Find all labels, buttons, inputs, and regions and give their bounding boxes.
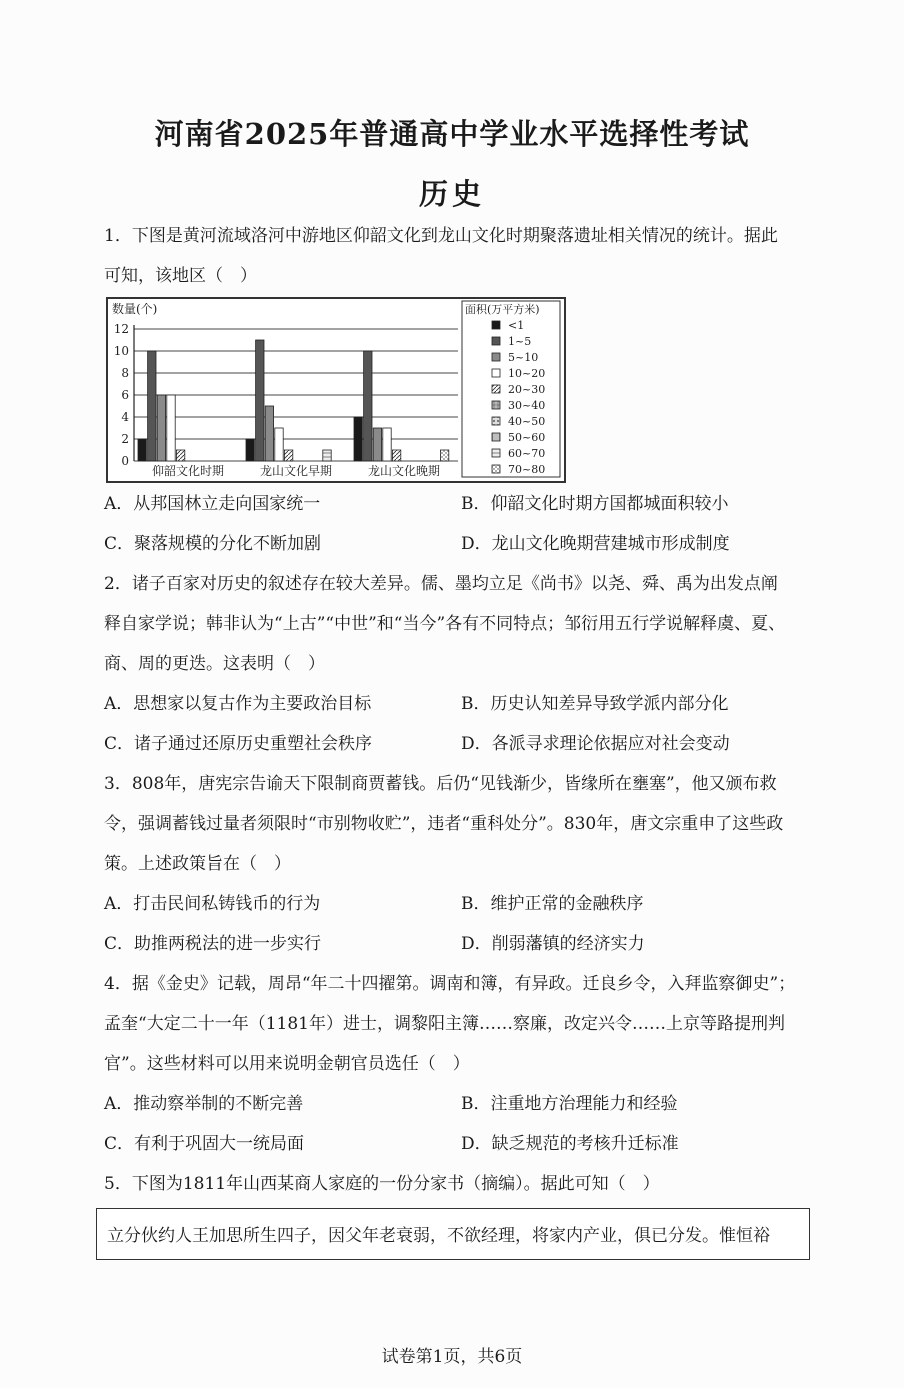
chart-legend-label: 1~5 — [508, 335, 532, 348]
chart-bar — [148, 351, 156, 461]
chart-bar — [167, 395, 175, 461]
q2-option-a[interactable]: A．思想家以复古作为主要政治目标 — [104, 694, 372, 714]
chart-legend-swatch — [492, 417, 500, 425]
q4-option-b[interactable]: B．注重地方治理能力和经验 — [461, 1094, 678, 1114]
chart-category-label: 龙山文化晚期 — [367, 464, 441, 478]
chart-ytick-label: 8 — [121, 366, 129, 380]
subject-title: 历史 — [418, 177, 485, 211]
chart-category-label: 仰韶文化时期 — [151, 464, 225, 478]
q3-option-c[interactable]: C．助推两税法的进一步实行 — [104, 934, 322, 954]
q3-stem-line-2: 令，强调蓄钱过量者须限时“市别物收贮”，违者“重科处分”。830年，唐文宗重申了这些政 — [104, 814, 784, 834]
chart-category-label: 龙山文化早期 — [259, 464, 333, 478]
page-title: 河南省2025年普通高中学业水平选择性考试 — [154, 117, 750, 151]
q4-stem-line-1: 4．据《金史》记载，周昂“年二十四擢第。调南和簿，有异政。迁良乡令，入拜监察御史”； — [104, 974, 796, 994]
q2-stem-line-3: 商、周的更迭。这表明（ ） — [104, 654, 325, 674]
chart-legend-swatch — [492, 385, 500, 393]
chart-bar — [275, 428, 283, 461]
q3-option-b[interactable]: B．维护正常的金融秩序 — [461, 894, 644, 914]
chart-bar — [265, 406, 273, 461]
chart-legend-label: <1 — [508, 319, 525, 332]
chart-bar — [354, 417, 362, 461]
q3-stem-line-1: 3．808年，唐宪宗告谕天下限制商贾蓄钱。后仍“见钱渐少，皆缘所在壅塞”，他又颁布救 — [104, 774, 777, 794]
chart-bar — [440, 450, 448, 461]
q4-option-d[interactable]: D．缺乏规范的考核升迁标准 — [461, 1134, 679, 1154]
chart-legend-swatch — [492, 337, 500, 345]
chart-legend-label: 60~70 — [508, 447, 546, 460]
q4-stem-line-2: 孟奎“大定二十一年（1181年）进士，调黎阳主簿……察廉，改定兴令……上京等路提刑判 — [104, 1014, 785, 1034]
chart-bar — [364, 351, 372, 461]
chart-legend-label: 70~80 — [508, 463, 546, 476]
chart-bar — [256, 340, 264, 461]
q1-option-c[interactable]: C．聚落规模的分化不断加剧 — [104, 534, 322, 554]
chart-legend-swatch — [492, 465, 500, 473]
q1-stem-line-2: 可知，该地区（ ） — [104, 266, 257, 286]
q5-stem-line-1: 5．下图为1811年山西某商人家庭的一份分家书（摘编）。据此可知（ ） — [104, 1174, 660, 1194]
chart-bar — [138, 439, 146, 461]
chart-svg — [108, 299, 564, 481]
q3-option-d[interactable]: D．削弱藩镇的经济实力 — [461, 934, 645, 954]
q2-stem-line-1: 2．诸子百家对历史的叙述存在较大差异。儒、墨均立足《尚书》以尧、舜、禹为出发点阐 — [104, 574, 778, 594]
chart-bar — [246, 439, 254, 461]
chart-legend-swatch — [492, 449, 500, 457]
q1-stem-line-1: 1．下图是黄河流域洛河中游地区仰韶文化到龙山文化时期聚落遗址相关情况的统计。据此 — [104, 226, 778, 246]
q3-option-a[interactable]: A．打击民间私铸钱币的行为 — [104, 894, 321, 914]
chart-bar — [157, 395, 165, 461]
chart-legend-label: 10~20 — [508, 367, 546, 380]
chart-ylabel: 数量(个) — [112, 302, 158, 316]
chart-legend-label: 50~60 — [508, 431, 546, 444]
chart-bar — [176, 450, 184, 461]
chart-legend-swatch — [492, 369, 500, 377]
chart-legend-swatch — [492, 321, 500, 329]
chart-legend-label: 40~50 — [508, 415, 546, 428]
chart-legend-label: 30~40 — [508, 399, 546, 412]
chart-ytick-label: 2 — [121, 432, 129, 446]
q1-option-d[interactable]: D．龙山文化晚期营建城市形成制度 — [461, 534, 730, 554]
chart-ytick-label: 0 — [121, 454, 129, 468]
chart-legend-swatch — [492, 401, 500, 409]
chart-legend-title: 面积(万平方米) — [465, 303, 540, 316]
chart-bar — [284, 450, 292, 461]
chart-legend-swatch — [492, 353, 500, 361]
q4-option-c[interactable]: C．有利于巩固大一统局面 — [104, 1134, 305, 1154]
q2-option-c[interactable]: C．诸子通过还原历史重塑社会秩序 — [104, 734, 373, 754]
q2-option-b[interactable]: B．历史认知差异导致学派内部分化 — [461, 694, 729, 714]
q1-option-b[interactable]: B．仰韶文化时期方国都城面积较小 — [461, 494, 729, 514]
page-footer: 试卷第1页，共6页 — [381, 1347, 523, 1367]
settlement-chart — [106, 297, 566, 483]
chart-legend-label: 5~10 — [508, 351, 539, 364]
chart-bar — [373, 428, 381, 461]
chart-ytick-label: 10 — [113, 344, 129, 358]
chart-ytick-label: 12 — [113, 322, 129, 336]
family-division-document — [96, 1208, 810, 1260]
chart-legend-swatch — [492, 433, 500, 441]
q4-option-a[interactable]: A．推动察举制的不断完善 — [104, 1094, 304, 1114]
q2-option-d[interactable]: D．各派寻求理论依据应对社会变动 — [461, 734, 730, 754]
q3-stem-line-3: 策。上述政策旨在（ ） — [104, 854, 291, 874]
chart-bar — [323, 450, 331, 461]
q1-option-a[interactable]: A．从邦国林立走向国家统一 — [104, 494, 321, 514]
q4-stem-line-3: 官”。这些材料可以用来说明金朝官员选任（ ） — [104, 1054, 470, 1074]
document-text: 立分伙约人王加思所生四子，因父年老衰弱，不欲经理，将家内产业，俱已分发。惟恒裕 — [107, 1226, 770, 1246]
chart-legend-label: 20~30 — [508, 383, 546, 396]
q2-stem-line-2: 释自家学说；韩非认为“上古”“中世”和“当今”各有不同特点；邹衍用五行学说解释虞、夏、 — [104, 614, 786, 634]
chart-bar — [383, 428, 391, 461]
chart-ytick-label: 6 — [121, 388, 129, 402]
chart-bar — [392, 450, 400, 461]
chart-ytick-label: 4 — [121, 410, 129, 424]
